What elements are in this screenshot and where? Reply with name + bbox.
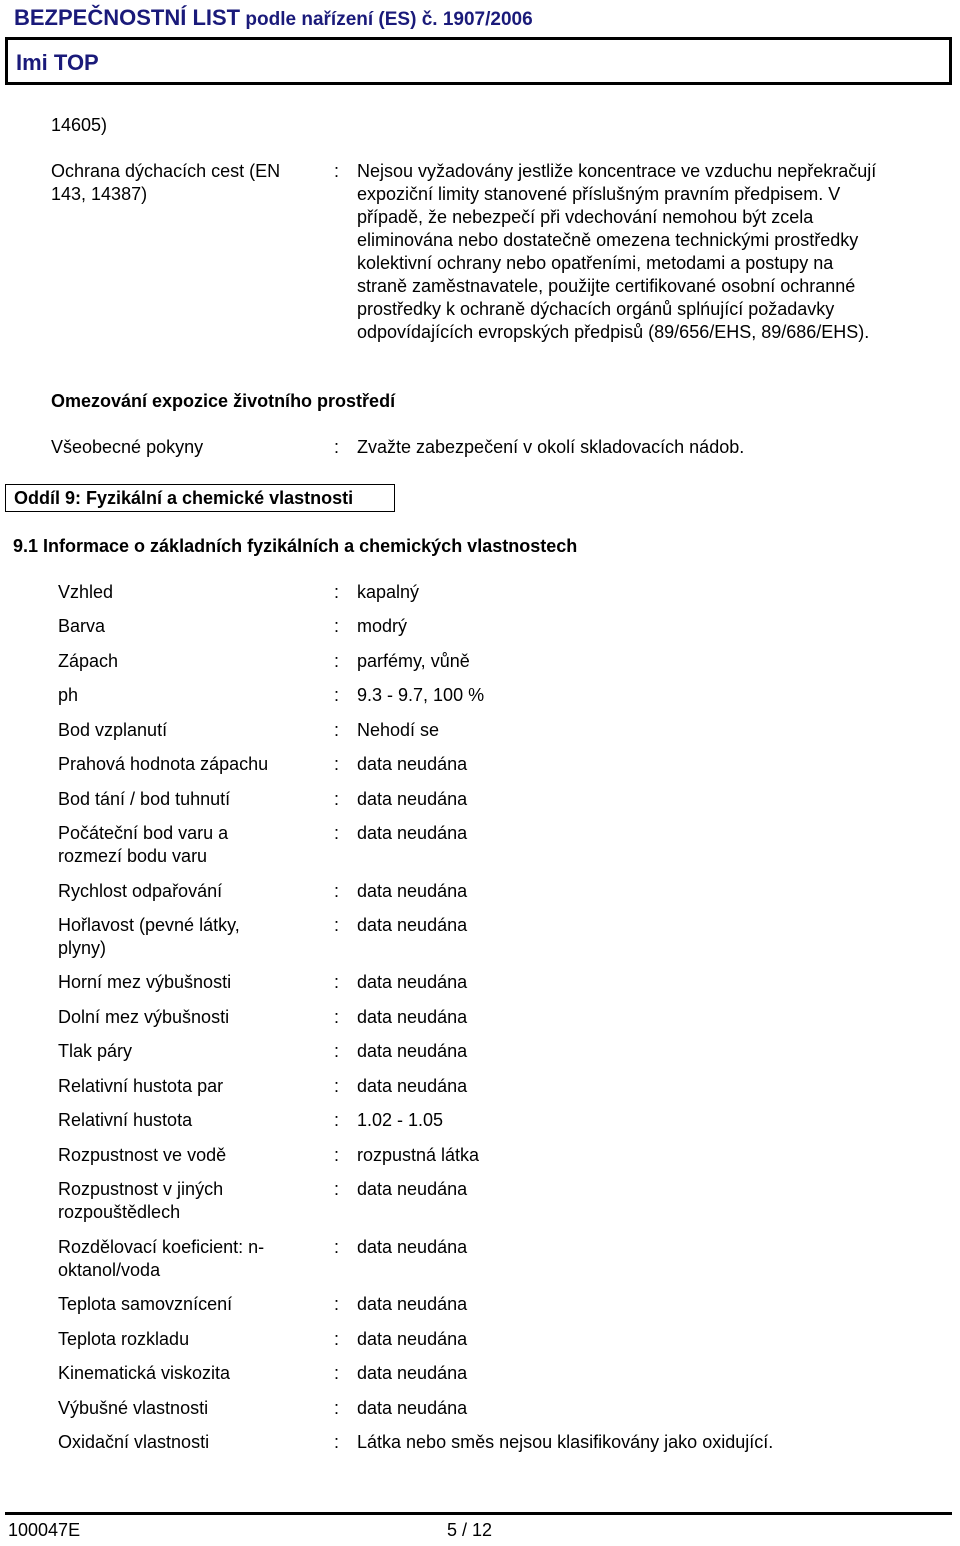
property-value: rozpustná látka — [357, 1145, 480, 1165]
property-label: Relativní hustota — [58, 1110, 193, 1130]
product-name-box — [5, 37, 952, 85]
property-value: data neudána — [357, 1294, 468, 1314]
property-value: modrý — [357, 616, 408, 636]
property-label: Bod tání / bod tuhnutí — [58, 789, 231, 809]
resp-line: straně zaměstnavatele, použijte certifikované osobní ochranné — [357, 276, 856, 296]
property-colon: : — [334, 754, 340, 774]
property-value: Nehodí se — [357, 720, 440, 740]
property-value: 1.02 - 1.05 — [357, 1110, 444, 1130]
section-9-box — [5, 484, 395, 512]
property-value: data neudána — [357, 754, 468, 774]
property-value: kapalný — [357, 582, 420, 602]
property-value: data neudána — [357, 823, 468, 843]
property-value: data neudána — [357, 1076, 468, 1096]
property-label: Teplota samovznícení — [58, 1294, 233, 1314]
resp-line: kolektivní ochrany nebo opatřeními, metodami a postupy na — [357, 253, 834, 273]
product-name: Imi TOP — [16, 50, 99, 75]
resp-line: Nejsou vyžadovány jestliže koncentrace ve vzduchu nepřekračují — [357, 161, 877, 181]
resp-line: expoziční limity stanovené příslušným pravním předpisem. V — [357, 184, 841, 204]
property-label: Oxidační vlastnosti — [58, 1432, 210, 1452]
property-colon: : — [334, 915, 340, 935]
property-label: Rozdělovací koeficient: n- oktanol/voda — [58, 1237, 265, 1280]
property-colon: : — [334, 1076, 340, 1096]
property-value: data neudána — [357, 1007, 468, 1027]
property-label: Relativní hustota par — [58, 1076, 224, 1096]
property-label: Bod vzplanutí — [58, 720, 168, 740]
property-label: Výbušné vlastnosti — [58, 1398, 209, 1418]
document-header — [14, 4, 533, 32]
property-label: Rozpustnost ve vodě — [58, 1145, 227, 1165]
property-value: 9.3 - 9.7, 100 % — [357, 685, 485, 705]
footer-document-code: 100047E — [8, 1520, 81, 1540]
respiratory-protection-label: Ochrana dýchacích cest (EN 143, 14387) — [51, 161, 281, 204]
property-colon: : — [334, 1398, 340, 1418]
property-colon: : — [334, 789, 340, 809]
regulation-reference: podle nařízení (ES) č. 1907/2006 — [240, 9, 533, 30]
resp-line: případě, že nebezpečí při vdechování nemohou být zcela — [357, 207, 814, 227]
env-exposure-heading: Omezování expozice životního prostředí — [51, 391, 396, 411]
property-label: Tlak páry — [58, 1041, 133, 1061]
property-colon: : — [334, 1145, 340, 1165]
footer-page-number: 5 / 12 — [447, 1520, 493, 1540]
property-label: Kinematická viskozita — [58, 1363, 231, 1383]
property-colon: : — [334, 1432, 340, 1452]
property-colon: : — [334, 1237, 340, 1257]
property-colon: : — [334, 651, 340, 671]
property-colon: : — [334, 582, 340, 602]
resp-line: odpovídajících evropských předpisů (89/656/EHS, 89/686/EHS). — [357, 322, 870, 342]
property-colon: : — [334, 972, 340, 992]
property-colon: : — [334, 1007, 340, 1027]
resp-line: eliminována nebo dostatečně omezena technickými prostředky — [357, 230, 859, 250]
property-value: data neudána — [357, 1179, 468, 1199]
property-value: data neudána — [357, 789, 468, 809]
property-value: data neudána — [357, 915, 468, 935]
property-label: Barva — [58, 616, 106, 636]
property-label: Horní mez výbušnosti — [58, 972, 232, 992]
env-general-value: Zvažte zabezpečení v okolí skladovacích nádob. — [357, 437, 745, 457]
property-label: ph — [58, 685, 79, 705]
property-colon: : — [334, 1363, 340, 1383]
document-title: BEZPEČNOSTNÍ LIST — [14, 5, 241, 30]
property-label: Rozpustnost v jiných rozpouštědlech — [58, 1179, 224, 1222]
property-value: data neudána — [357, 1237, 468, 1257]
property-label: Hořlavost (pevné látky, plyny) — [58, 915, 240, 958]
property-colon: : — [334, 1294, 340, 1314]
footer-divider — [5, 1512, 952, 1515]
property-colon: : — [334, 1041, 340, 1061]
property-colon: : — [334, 1329, 340, 1349]
property-colon: : — [334, 616, 340, 636]
respiratory-protection-colon: : — [334, 161, 340, 181]
property-colon: : — [334, 1179, 340, 1199]
property-label: Teplota rozkladu — [58, 1329, 190, 1349]
property-value: data neudána — [357, 881, 468, 901]
resp-line: prostředky k ochraně dýchacích orgánů splńující požadavky — [357, 299, 835, 319]
respiratory-protection-value — [357, 160, 942, 344]
property-value: data neudána — [357, 972, 468, 992]
property-value: data neudána — [357, 1398, 468, 1418]
continued-text: 14605) — [51, 115, 108, 135]
property-value: parfémy, vůně — [357, 651, 470, 671]
property-label: Prahová hodnota zápachu — [58, 754, 269, 774]
property-colon: : — [334, 720, 340, 740]
section-9-title: Oddíl 9: Fyzikální a chemické vlastnosti — [14, 488, 354, 508]
property-colon: : — [334, 685, 340, 705]
env-general-colon: : — [334, 437, 340, 457]
property-colon: : — [334, 881, 340, 901]
property-value: data neudána — [357, 1041, 468, 1061]
property-label: Vzhled — [58, 582, 114, 602]
env-general-label: Všeobecné pokyny — [51, 437, 204, 457]
section-9-1-heading: 9.1 Informace o základních fyzikálních a chemických vlastnostech — [13, 536, 578, 556]
property-label: Počáteční bod varu a rozmezí bodu varu — [58, 823, 229, 866]
property-value: Látka nebo směs nejsou klasifikovány jako oxidující. — [357, 1432, 774, 1452]
property-value: data neudána — [357, 1363, 468, 1383]
property-colon: : — [334, 823, 340, 843]
property-label: Rychlost odpařování — [58, 881, 223, 901]
property-label: Zápach — [58, 651, 119, 671]
property-colon: : — [334, 1110, 340, 1130]
property-value: data neudána — [357, 1329, 468, 1349]
property-label: Dolní mez výbušnosti — [58, 1007, 230, 1027]
